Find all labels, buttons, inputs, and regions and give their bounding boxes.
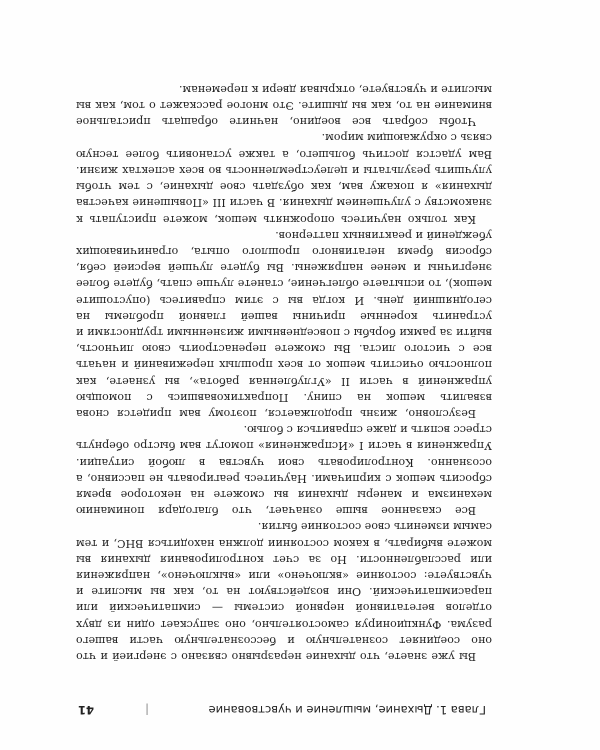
chapter-title: Глава 1. Дыхание, мышление и чувствование: [208, 703, 486, 717]
paragraph: Как только научитесь опорожнять мешок, можете приступать к знакомству с улучшением дыхания. В части III «Повышение качества дыхания» я покажу вам, как обуздать свое дыхание, с тем чтобы улучшить результаты и целеустремленность во всех аспектах жизни. Вам удастся достичь большего, а также установить более тесную связь с окружающим миром.: [76, 131, 492, 226]
paragraph: Безусловно, жизнь продолжается, поэтому вам придется снова взвалить мешок на спину. Попрактиковавшись с помощью упражнений в части II «Углубленная работа», вы узнаете, как полностью очистить мешок от всех прошлых переживаний и начать все с чистого листа. Вы сможете перенастроить свою личность, выйти за рамки борьбы с повседневными жизненными трудностями и устранить коренные причины вашей главной проблемы на сегодняшний день. И когда вы с этим справитесь (опустошите мешок), то испытаете облегчение, станете лучше спать, будете более энергичны и менее напряжены. Вы будете лучшей версией себя, сбросив бремя негативного прошлого опыта, ограничивающих убеждений и реактивных паттернов.: [76, 228, 492, 420]
running-header: [78, 702, 486, 718]
paragraph: Чтобы собрать все воедино, начните обращать пристальное внимание на то, как вы дышите. Это многое расскажет о том, как вы мыслите и чувствуете, открывая двери к переменам.: [76, 82, 492, 129]
page-number: 41: [78, 703, 95, 717]
paragraph: Все сказанное выше означает, что благодаря пониманию механизма и манеры дыхания вы сможете на некоторое время сбросить мешок с кирпичами. Научитесь реагировать не пассивно, а осознанно. Контролировать свои чувства в любой ситуации. Упражнения в части I «Испражнения» помогут вам быстро обернуть стресс вспять и даже справиться с болью.: [76, 423, 492, 518]
paragraph: Вы уже знаете, что дыхание неразрывно связано с энергией и что оно соединяет сознательную и бессознательную части вашего разума. Функционируя самостоятельно, оно запускает один из двух отделов вегетативной нервной системы — симпатический или парасимпатический. Они воздействуют на то, как вы мыслите и чувствуете: состояние «включено» или «выключено», напряжения или расслабленности. Но за счет контролирования дыхания вы можете выбирать, в каком состоянии должна находиться ВНС, и тем самым изменить свое состояние бытия.: [76, 520, 492, 663]
header-separator: |: [145, 703, 149, 717]
body-text: [76, 81, 492, 664]
